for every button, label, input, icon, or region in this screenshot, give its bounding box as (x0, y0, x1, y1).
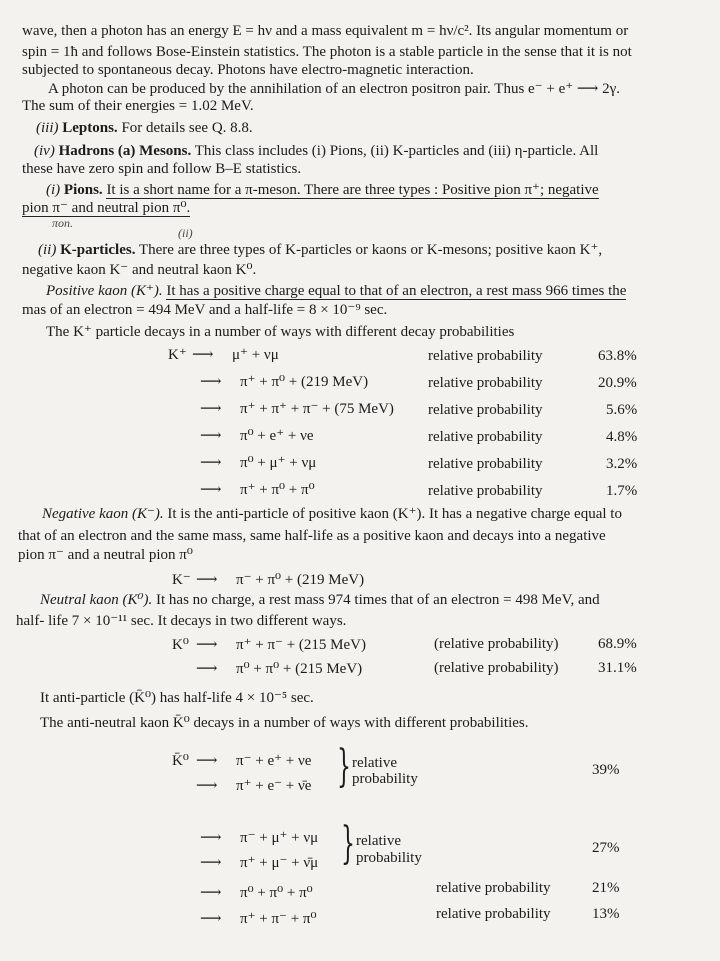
relative-probability-label: (relative probability) (434, 636, 559, 652)
arrow-icon: ⟶ (196, 572, 218, 588)
leptons-text: For details see Q. 8.8. (121, 120, 253, 136)
probability-value: 1.7% (606, 483, 638, 499)
decay-lhs: K⁺ (168, 347, 187, 363)
decay-products: π⁻ + e⁺ + νe (236, 753, 312, 769)
decay-products: π⁻ + μ⁺ + νμ (240, 830, 319, 846)
probability-value: 20.9% (598, 375, 637, 391)
relative-label: relative (352, 755, 397, 771)
arrow-icon: ⟶ (196, 637, 218, 653)
right-brace-icon: } (337, 741, 351, 792)
decay-products: π⁺ + π⁰ + (219 MeV) (240, 374, 369, 390)
kparticles-title: K-particles. (60, 242, 136, 258)
positive-kaon-text-1: It has a positive charge equal to that of an electron, a rest mass 966 times the (166, 283, 627, 299)
probability-value: 4.8% (606, 429, 638, 445)
decay-products: π⁻ + π⁰ + (219 MeV) (236, 572, 365, 588)
pions-heading (46, 181, 599, 199)
probability-value: 21% (592, 880, 620, 896)
arrow-icon: ⟶ (192, 347, 214, 363)
arrow-icon: ⟶ (196, 753, 218, 769)
intro-line-2: spin = 1ħ and follows Bose-Einstein statistics. The photon is a stable particle in the sense that it is not (22, 44, 632, 60)
kparticles-text-2: negative kaon K⁻ and neutral kaon K⁰. (22, 262, 257, 278)
intro-line-4: A photon can be produced by the annihilation of an electron positron pair. Thus e⁻ + e⁺ ⟶ 2γ. (48, 81, 621, 97)
arrow-icon: ⟶ (200, 855, 222, 871)
negative-kaon-text-3: pion π⁻ and a neutral pion π⁰ (18, 547, 193, 563)
relative-probability-label: relative probability (428, 348, 543, 364)
kparticles-number: (ii) (38, 242, 57, 258)
decay-lhs: K⁰ (172, 637, 189, 653)
probability-label: probability (352, 771, 418, 787)
probability-value: 3.2% (606, 456, 638, 472)
probability-value: 68.9% (598, 636, 637, 652)
pions-text-2 (22, 199, 190, 217)
neutral-kaon-line-1 (40, 591, 600, 609)
hadrons-heading (34, 142, 598, 160)
probability-value: 27% (592, 840, 620, 856)
neutral-kaon-text-1: It has no charge, a rest mass 974 times that of an electron = 498 MeV, and (156, 592, 600, 608)
handwritten-note-2: (ii) (178, 226, 193, 240)
positive-kaon-text-2: mas of an electron = 494 MeV and a half-life = 8 × 10⁻⁹ sec. (22, 302, 388, 318)
hadrons-text-1: This class includes (i) Pions, (ii) K-particles and (iii) η-particle. All (194, 143, 599, 159)
probability-value: 39% (592, 762, 620, 778)
anti-kaon-halflife: It anti-particle (K̄⁰) has half-life 4 × 10⁻⁵ sec. (40, 690, 314, 706)
negative-kaon-line-1 (42, 505, 622, 523)
probability-value: 63.8% (598, 348, 637, 364)
intro-line-3: subjected to spontaneous decay. Photons have electro-magnetic interaction. (22, 62, 474, 78)
probability-value: 31.1% (598, 660, 637, 676)
handwritten-note-1: πon. (52, 216, 74, 230)
relative-label: relative (356, 833, 401, 849)
negative-kaon-text-1: It is the anti-particle of positive kaon (K⁺). It has a negative charge equal to (167, 506, 622, 522)
decay-products: π⁺ + π⁻ + π⁰ (240, 911, 317, 927)
kplus-decay-intro: The K⁺ particle decays in a number of ways with different decay probabilities (46, 324, 515, 340)
arrow-icon: ⟶ (200, 482, 222, 498)
relative-probability-label: relative probability (436, 906, 551, 922)
leptons-title: Leptons. (62, 120, 118, 136)
relative-probability-label: relative probability (428, 375, 543, 391)
relative-probability-label: relative probability (428, 456, 543, 472)
pions-text-1: It is a short name for a π-meson. There are three types : Positive pion π⁺; negative (106, 182, 599, 198)
relative-probability-label: relative probability (428, 402, 543, 418)
decay-products: μ⁺ + νμ (232, 347, 279, 363)
positive-kaon-line-1 (46, 282, 626, 300)
arrow-icon: ⟶ (200, 885, 222, 901)
decay-products: π⁺ + π⁻ + (215 MeV) (236, 637, 366, 653)
relative-probability-label: relative probability (428, 483, 543, 499)
neutral-kaon-text-2: half- life 7 × 10⁻¹¹ sec. It decays in two different ways. (16, 613, 347, 629)
pions-title: Pions. (63, 182, 103, 198)
arrow-icon: ⟶ (196, 661, 218, 677)
decay-products: π⁺ + π⁰ + π⁰ (240, 482, 315, 498)
relative-probability-label: relative probability (436, 880, 551, 896)
probability-value: 5.6% (606, 402, 638, 418)
kparticles-text-1: There are three types of K-particles or kaons or K-mesons; positive kaon K⁺, (138, 242, 603, 258)
arrow-icon: ⟶ (200, 428, 222, 444)
decay-products: π⁰ + π⁰ + (215 MeV) (236, 661, 363, 677)
decay-products: π⁺ + e⁻ + ν̄e (236, 778, 312, 794)
probability-label: probability (356, 850, 422, 866)
leptons-number: (iii) (36, 120, 59, 136)
decay-products: π⁰ + μ⁺ + νμ (240, 455, 317, 471)
pions-text-2-span: pion π⁻ and neutral pion π⁰. (22, 200, 191, 216)
arrow-icon: ⟶ (200, 911, 222, 927)
intro-line-1: wave, then a photon has an energy E = hν and a mass equivalent m = hν/c². Its angular momentum or (22, 23, 629, 39)
leptons-heading (36, 119, 253, 137)
negative-kaon-title: Negative kaon (K⁻). (42, 506, 164, 522)
arrow-icon: ⟶ (200, 455, 222, 471)
right-brace-icon: } (341, 818, 355, 869)
arrow-icon: ⟶ (196, 778, 218, 794)
decay-products: π⁰ + π⁰ + π⁰ (240, 885, 313, 901)
decay-products: π⁺ + μ⁻ + ν̄μ (240, 855, 319, 871)
anti-kaon-intro: The anti-neutral kaon K̄⁰ decays in a number of ways with different probabilities. (40, 715, 529, 731)
decay-lhs: K̄⁰ (172, 753, 189, 769)
hadrons-text-2: these have zero spin and follow B–E statistics. (22, 161, 302, 177)
arrow-icon: ⟶ (200, 830, 222, 846)
relative-probability-label: relative probability (428, 429, 543, 445)
arrow-icon: ⟶ (200, 374, 222, 390)
hadrons-number: (iv) (34, 143, 55, 159)
hadrons-title: Hadrons (a) Mesons. (58, 143, 192, 159)
probability-value: 13% (592, 906, 620, 922)
pions-number: (i) (46, 182, 61, 198)
decay-products: π⁺ + π⁺ + π⁻ + (75 MeV) (240, 401, 394, 417)
decay-products: π⁰ + e⁺ + νe (240, 428, 314, 444)
negative-kaon-text-2: that of an electron and the same mass, same half-life as a positive kaon and decays into a negative (18, 528, 606, 544)
relative-probability-label: (relative probability) (434, 660, 559, 676)
positive-kaon-title: Positive kaon (K⁺). (46, 283, 163, 299)
decay-lhs: K⁻ (172, 572, 191, 588)
intro-line-5: The sum of their energies = 1.02 MeV. (22, 98, 254, 114)
neutral-kaon-title: Neutral kaon (K⁰). (40, 592, 153, 608)
arrow-icon: ⟶ (200, 401, 222, 417)
kparticles-heading (38, 241, 602, 259)
